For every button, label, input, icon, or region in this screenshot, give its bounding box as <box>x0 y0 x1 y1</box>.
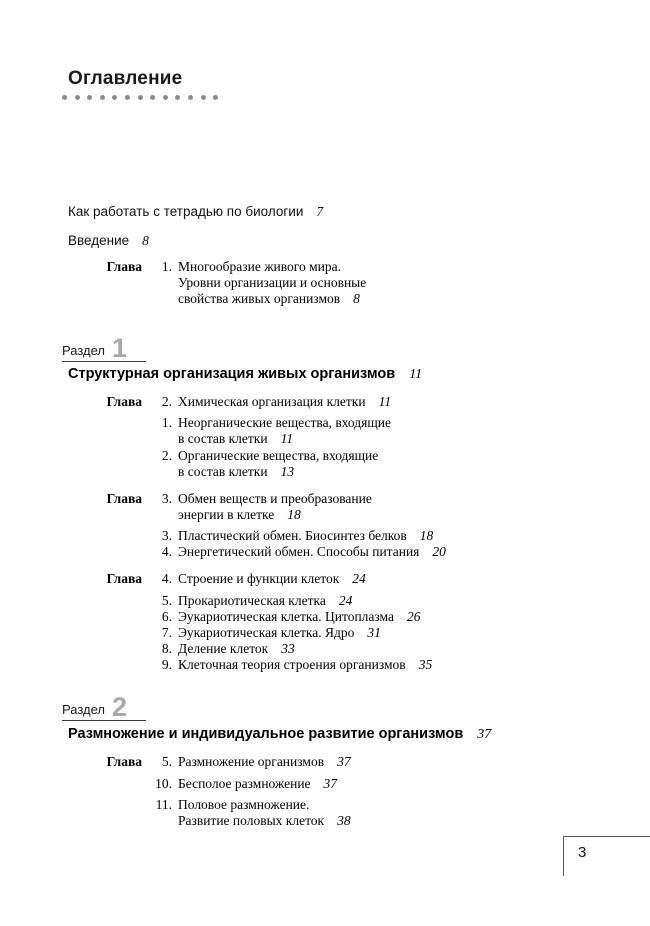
entry-page-number: 31 <box>367 625 381 640</box>
entry-page-number: 24 <box>338 593 353 608</box>
entry-title <box>178 776 650 792</box>
toc-item-row[interactable] <box>0 776 650 792</box>
entry-title <box>178 528 650 544</box>
entry-title-line: Эукариотическая клетка. Цитоплазма 26 <box>178 609 421 624</box>
entry-title-line: Уровни организации и основные <box>178 275 367 290</box>
part-word: Раздел <box>62 702 105 717</box>
part-title-text: Размножение и индивидуальное развитие организмов <box>68 726 464 742</box>
entry-title <box>178 609 650 625</box>
page-title: Оглавление <box>68 68 183 89</box>
entry-number: 1. <box>161 259 172 274</box>
part-word: Раздел <box>62 343 105 358</box>
rule-dot <box>87 95 92 100</box>
folio-number: 3 <box>578 844 587 861</box>
part-header <box>62 333 146 363</box>
dot-rule-decoration <box>62 95 218 100</box>
rule-dot <box>62 95 67 100</box>
entry-page-number: 37 <box>323 776 338 791</box>
entry-title-line: Многообразие живого мира. <box>178 259 342 274</box>
entry-number: 10. <box>155 776 172 791</box>
rule-dot <box>138 95 143 100</box>
entry-title-line: Половое размножение. <box>178 797 310 812</box>
part-header <box>62 692 146 722</box>
entry-page-number: 33 <box>281 641 295 656</box>
entry-title-line: Органические вещества, входящие <box>178 448 379 463</box>
entry-title <box>178 625 650 641</box>
entry-title <box>178 544 650 560</box>
rule-dot <box>75 95 80 100</box>
entry-page-number: 18 <box>287 507 301 522</box>
toc-item-row[interactable] <box>0 797 650 829</box>
entry-number: 11. <box>155 797 172 812</box>
entry-number: 5. <box>161 593 172 608</box>
part-title[interactable] <box>68 366 422 383</box>
entry-title: Как работать с тетрадью по биологии <box>68 204 304 219</box>
entry-title-line: Деление клеток 33 <box>178 641 295 656</box>
entry-page-number: 18 <box>419 528 434 543</box>
entry-title-line: Бесполое размножение 37 <box>178 776 338 791</box>
part-header-bar <box>62 692 146 722</box>
entry-title <box>178 657 650 673</box>
entry-page-number: 35 <box>418 657 433 672</box>
entry-title-line: Развитие половых клеток 38 <box>178 813 351 828</box>
entry-page-number: 8 <box>142 233 149 248</box>
entry-title-line: в состав клетки 11 <box>178 431 294 446</box>
toc-item-row[interactable] <box>0 415 650 447</box>
toc-item-row[interactable] <box>0 259 650 307</box>
entry-number: 6. <box>161 609 172 624</box>
entry-title <box>178 491 650 523</box>
rule-dot <box>201 95 206 100</box>
entry-title-line: Размножение организмов 37 <box>178 754 351 769</box>
entry-number: 4. <box>161 544 172 559</box>
entry-page-number: 7 <box>316 204 324 219</box>
toc-chapter-row[interactable] <box>0 491 650 523</box>
entry-number: 8. <box>161 641 172 656</box>
part-page-number: 37 <box>477 727 492 742</box>
entry-page-number: 26 <box>407 609 421 624</box>
entry-page-number: 11 <box>378 394 392 409</box>
entry-title-line: энергии в клетке 18 <box>178 507 301 522</box>
entry-page-number: 37 <box>337 754 351 769</box>
entry-page-number: 8 <box>353 291 360 306</box>
chapter-label: Глава <box>106 491 142 506</box>
entry-page-number: 20 <box>432 544 446 559</box>
entry-page-number: 24 <box>352 571 366 586</box>
rule-dot <box>100 95 105 100</box>
entry-number: 4. <box>161 571 172 586</box>
chapter-label: Глава <box>106 571 142 586</box>
entry-title-line: Энергетический обмен. Способы питания 20 <box>178 544 446 559</box>
entry-title <box>178 754 650 770</box>
rule-dot <box>213 95 218 100</box>
entry-title: Введение <box>68 233 130 248</box>
part-number: 2 <box>111 692 127 722</box>
toc-front-entry[interactable] <box>68 204 323 220</box>
page-folio <box>563 836 650 876</box>
toc-item-row[interactable] <box>0 593 650 609</box>
entry-number: 2. <box>161 448 172 463</box>
part-header-bar <box>62 333 146 363</box>
part-number: 1 <box>111 333 127 363</box>
rule-dot <box>175 95 180 100</box>
entry-title <box>178 593 650 609</box>
rule-dot <box>163 95 168 100</box>
chapter-label: Глава <box>106 394 142 409</box>
part-title-text: Структурная организация живых организмов <box>68 366 396 382</box>
entry-number: 2. <box>161 394 172 409</box>
chapter-label: Глава <box>106 754 142 769</box>
entry-title-line: в состав клетки 13 <box>178 464 295 479</box>
entry-title <box>178 448 650 480</box>
rule-dot <box>112 95 117 100</box>
toc-item-row[interactable] <box>0 657 650 673</box>
entry-title <box>178 394 650 410</box>
entry-title-line: Пластический обмен. Биосинтез белков 18 <box>178 528 434 543</box>
entry-title-line: Прокариотическая клетка 24 <box>178 593 353 608</box>
toc-item-row[interactable] <box>0 641 650 657</box>
entry-page-number: 13 <box>280 464 295 479</box>
toc-item-row[interactable] <box>0 544 650 560</box>
toc-item-row[interactable] <box>0 625 650 641</box>
entry-title-line: Строение и функции клеток 24 <box>178 571 366 586</box>
entry-title-line: свойства живых организмов 8 <box>178 291 360 306</box>
part-page-number: 11 <box>409 367 423 382</box>
toc-chapter-row[interactable] <box>0 394 650 410</box>
entry-number: 9. <box>161 657 172 672</box>
chapter-label: Глава <box>106 259 142 274</box>
entry-number: 5. <box>161 754 172 769</box>
entry-number: 3. <box>161 491 172 506</box>
part-title[interactable] <box>68 726 491 743</box>
entry-title <box>178 641 650 657</box>
toc-item-row[interactable] <box>0 448 650 480</box>
rule-dot <box>188 95 193 100</box>
entry-number: 3. <box>161 528 172 543</box>
rule-dot <box>150 95 155 100</box>
toc-chapter-row[interactable] <box>0 571 650 587</box>
entry-title <box>178 571 650 587</box>
entry-title-line: Неорганические вещества, входящие <box>178 415 391 430</box>
entry-title <box>178 797 650 829</box>
toc-chapter-row[interactable] <box>0 754 650 770</box>
entry-title-line: Обмен веществ и преобразование <box>178 491 372 506</box>
entry-number: 7. <box>161 625 172 640</box>
toc-item-row[interactable] <box>0 528 650 544</box>
entry-title <box>178 259 650 307</box>
entry-title-line: Химическая организация клетки 11 <box>178 394 392 409</box>
entry-title-line: Клеточная теория строения организмов 35 <box>178 657 433 672</box>
entry-number: 1. <box>161 415 172 430</box>
entry-title-line: Эукариотическая клетка. Ядро 31 <box>178 625 381 640</box>
entry-page-number: 38 <box>337 813 351 828</box>
toc-front-entry[interactable] <box>68 233 149 249</box>
toc-item-row[interactable] <box>0 609 650 625</box>
rule-dot <box>125 95 130 100</box>
entry-page-number: 11 <box>280 431 294 446</box>
entry-title <box>178 415 650 447</box>
